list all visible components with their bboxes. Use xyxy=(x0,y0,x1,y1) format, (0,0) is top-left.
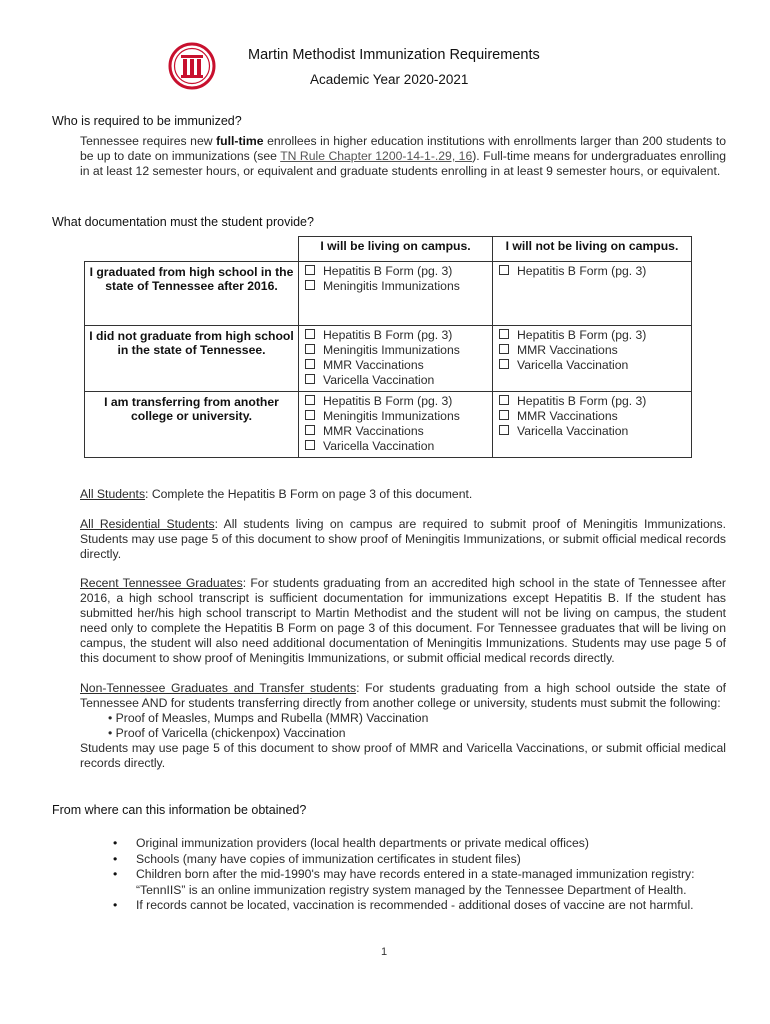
checkbox[interactable] xyxy=(305,374,315,384)
checkbox[interactable] xyxy=(499,410,509,420)
tn-rule-link[interactable]: TN Rule Chapter 1200-14-1-.29, 16 xyxy=(280,149,473,163)
list-item: • If records cannot be located, vaccination is recommended - additional doses of vaccine are not harmful. xyxy=(110,898,726,914)
note-label: Recent Tennessee Graduates xyxy=(80,576,243,590)
table-row xyxy=(85,326,692,392)
checkbox[interactable] xyxy=(305,329,315,339)
checkbox[interactable] xyxy=(499,395,509,405)
checkbox[interactable] xyxy=(499,265,509,275)
note-recent-tn-graduates xyxy=(80,576,726,666)
text-segment: Tennessee requires new xyxy=(80,134,217,148)
table-corner-cell xyxy=(85,237,299,262)
checkbox[interactable] xyxy=(305,359,315,369)
note-text: : For students graduating from a high school outside the state of Tennessee AND for students transferring directly from another college or university, students must submit the following: xyxy=(80,681,726,710)
checklist-item: Hepatitis B Form (pg. 3) xyxy=(303,328,488,343)
checklist-item: Hepatitis B Form (pg. 3) xyxy=(497,328,687,343)
note-all-students xyxy=(80,487,726,502)
checkbox[interactable] xyxy=(305,280,315,290)
requirement-item: • Proof of Measles, Mumps and Rubella (MMR) Vaccination xyxy=(108,711,429,725)
checkbox[interactable] xyxy=(499,425,509,435)
checkbox[interactable] xyxy=(305,344,315,354)
off-campus-cell xyxy=(493,262,692,326)
note-text: : All students living on campus are required to submit proof of Meningitis Immunizations. Students may use page 5 of this document to show proof of Meningitis Immunizations, or submit official medical records directly. xyxy=(80,517,727,561)
checklist-item: MMR Vaccinations xyxy=(497,343,687,358)
row-label: I am transferring from another college or university. xyxy=(85,392,299,458)
note-closing: Students may use page 5 of this document to show proof of MMR and Varicella Vaccinations, or submit official medical records directly. xyxy=(80,741,726,770)
checklist-item: Varicella Vaccination xyxy=(303,373,488,388)
note-text: : Complete the Hepatitis B Form on page 3 of this document. xyxy=(145,487,473,501)
information-sources-list xyxy=(110,836,726,914)
checklist-item: Hepatitis B Form (pg. 3) xyxy=(497,264,687,279)
checklist-item: Varicella Vaccination xyxy=(497,424,687,439)
note-non-tn-graduates xyxy=(80,681,726,771)
question-documentation: What documentation must the student provide? xyxy=(52,215,314,229)
row-label: I graduated from high school in the state of Tennessee after 2016. xyxy=(85,262,299,326)
on-campus-cell xyxy=(299,326,493,392)
checkbox[interactable] xyxy=(305,395,315,405)
note-label: All Residential Students xyxy=(80,517,215,531)
on-campus-cell xyxy=(299,392,493,458)
page-number: 1 xyxy=(381,946,388,958)
checklist-item: Hepatitis B Form (pg. 3) xyxy=(303,264,488,279)
note-text: : For students graduating from an accredited high school in the state of Tennessee after 2016, a high school transcript is sufficient documentation for immunizations except Hepatitis B. If the student has submitted her/his high school transcript to Martin Methodist and the student will not be living on campus, the student need only to complete the Hepatitis B Form on page 3 of this document. For Tennessee graduates that will be living on campus, the student will also need additional documentation of Meningitis Immunizations. Students may use page 5 of this document to show proof of Meningitis Immunizations, or submit official medical records directly. xyxy=(80,576,726,665)
martin-methodist-logo xyxy=(168,42,216,90)
table-row xyxy=(85,392,692,458)
document-subtitle: Academic Year 2020-2021 xyxy=(310,72,469,87)
checklist-item: Meningitis Immunizations xyxy=(303,409,488,424)
requirement-item: • Proof of Varicella (chickenpox) Vaccination xyxy=(108,726,346,740)
text-bold: full-time xyxy=(216,134,264,148)
list-item: • Children born after the mid-1990's may have records entered in a state-managed immunization registry: “TennIIS” is an online immunization registry system managed by the Tennessee Department of Health. xyxy=(110,867,726,898)
header-on-campus: I will be living on campus. xyxy=(299,237,493,262)
checklist-item: Meningitis Immunizations xyxy=(303,279,488,294)
checkbox[interactable] xyxy=(499,344,509,354)
question-who-immunized: Who is required to be immunized? xyxy=(52,114,242,128)
checkbox[interactable] xyxy=(305,425,315,435)
checklist-item: MMR Vaccinations xyxy=(303,358,488,373)
list-item: • Original immunization providers (local health departments or private medical offices) xyxy=(110,836,726,852)
checkbox[interactable] xyxy=(305,265,315,275)
checklist-item: Hepatitis B Form (pg. 3) xyxy=(303,394,488,409)
checkbox[interactable] xyxy=(305,410,315,420)
checklist-item: MMR Vaccinations xyxy=(497,409,687,424)
on-campus-cell xyxy=(299,262,493,326)
table-header-row xyxy=(85,237,692,262)
text-segment: ). Full-time means for undergraduates enrolling in at least 12 semester hours, or equivalent and graduate students enrolling in at least 9 semester hours, or equivalent. xyxy=(80,149,726,178)
note-label: Non-Tennessee Graduates and Transfer students xyxy=(80,681,357,695)
checkbox[interactable] xyxy=(499,329,509,339)
off-campus-cell xyxy=(493,326,692,392)
row-label: I did not graduate from high school in the state of Tennessee. xyxy=(85,326,299,392)
checklist-item: Varicella Vaccination xyxy=(303,439,488,454)
note-residential-students xyxy=(80,517,726,562)
checklist-item: MMR Vaccinations xyxy=(303,424,488,439)
checklist-item: Meningitis Immunizations xyxy=(303,343,488,358)
note-label: All Students xyxy=(80,487,146,501)
requirements-table xyxy=(84,236,692,458)
list-item: • Schools (many have copies of immunization certificates in student files) xyxy=(110,852,726,868)
document-title: Martin Methodist Immunization Requirements xyxy=(248,47,540,63)
question-information-source: From where can this information be obtained? xyxy=(52,803,307,817)
text-segment: enrollees in higher education institutions with enrollments larger than 200 students to be up to date on immunizations (see xyxy=(80,134,727,163)
table-row xyxy=(85,262,692,326)
checkbox[interactable] xyxy=(305,440,315,450)
off-campus-cell xyxy=(493,392,692,458)
header-off-campus: I will not be living on campus. xyxy=(493,237,692,262)
checklist-item: Varicella Vaccination xyxy=(497,358,687,373)
checklist-item: Hepatitis B Form (pg. 3) xyxy=(497,394,687,409)
paragraph-who-immunized xyxy=(80,134,726,179)
checkbox[interactable] xyxy=(499,359,509,369)
